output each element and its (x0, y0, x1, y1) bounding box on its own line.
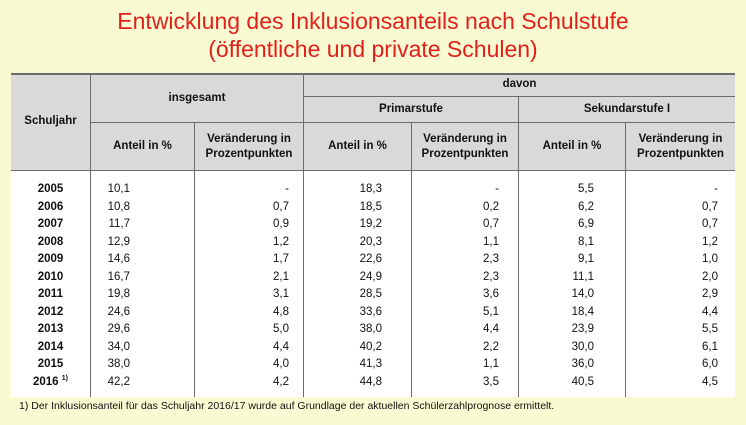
cell-pri-anteil: 19,2 (359, 218, 382, 230)
cell-sek-veraenderung: 4,4 (702, 305, 718, 318)
header-insgesamt: insgesamt (168, 91, 226, 104)
cell-sek-veraenderung: 6,1 (702, 340, 718, 353)
cell-ins-veraenderung: 0,9 (273, 218, 289, 230)
cell-pri-veraenderung: 1,1 (483, 235, 499, 248)
header-pri-veraenderung-line1: Veränderung in (423, 132, 507, 145)
cell-sek-veraenderung: - (714, 183, 718, 195)
cell-pri-anteil: 44,8 (359, 375, 382, 388)
cell-ins-veraenderung: 2,1 (273, 270, 289, 283)
header-sek-veraenderung-line1: Veränderung in (638, 132, 723, 145)
cell-sek-veraenderung: 1,0 (702, 253, 718, 265)
cell-sek-anteil: 6,2 (578, 200, 594, 213)
cell-ins-veraenderung: 4,0 (273, 358, 289, 370)
cell-ins-anteil: 42,2 (107, 375, 130, 388)
cell-sek-veraenderung: 6,0 (702, 358, 718, 370)
footnote-marker: 1) (61, 374, 69, 382)
cell-schuljahr-text: 2009 (37, 253, 64, 265)
cell-pri-anteil: 20,3 (359, 235, 382, 248)
cell-schuljahr-text: 2013 (37, 323, 64, 335)
header-ins-veraenderung-line2: Prozentpunkten (205, 147, 293, 160)
cell-ins-anteil: 24,6 (107, 305, 130, 318)
cell-pri-veraenderung: - (495, 183, 499, 195)
cell-sek-veraenderung: 2,0 (702, 270, 718, 283)
cell-ins-anteil: 14,6 (107, 253, 130, 265)
cell-sek-veraenderung: 0,7 (702, 200, 718, 213)
cell-pri-veraenderung: 4,4 (483, 323, 499, 335)
page-subtitle: (öffentliche und private Schulen) (208, 36, 538, 62)
cell-sek-veraenderung: 5,5 (702, 323, 718, 335)
cell-ins-veraenderung: 0,7 (273, 200, 289, 213)
cell-pri-veraenderung: 2,3 (483, 253, 499, 265)
data-table (11, 73, 735, 397)
cell-sek-anteil: 9,1 (578, 253, 594, 265)
cell-ins-anteil: 11,7 (108, 218, 130, 230)
cell-ins-anteil: 29,6 (107, 323, 130, 335)
cell-pri-veraenderung: 0,7 (483, 218, 499, 230)
cell-ins-veraenderung: - (285, 183, 289, 195)
cell-schuljahr-text: 2010 (37, 270, 64, 283)
cell-ins-veraenderung: 4,4 (273, 340, 289, 353)
header-pri-anteil: Anteil in % (328, 140, 387, 152)
cell-ins-anteil: 10,1 (107, 183, 130, 195)
cell-ins-anteil: 38,0 (107, 358, 130, 370)
cell-pri-anteil: 33,6 (359, 305, 382, 318)
cell-pri-veraenderung: 2,3 (483, 270, 499, 283)
cell-ins-veraenderung: 1,7 (273, 253, 289, 265)
cell-sek-anteil: 11,1 (572, 270, 594, 283)
cell-pri-anteil: 18,5 (359, 200, 382, 213)
cell-pri-veraenderung: 3,5 (483, 375, 499, 388)
cell-ins-anteil: 10,8 (107, 200, 130, 213)
header-pri-veraenderung (412, 123, 518, 170)
cell-pri-veraenderung: 1,1 (483, 358, 499, 370)
footnote: 1) Der Inklusionsanteil für das Schuljahr 2016/17 wurde auf Grundlage der aktuellen Schülerzahlprognose ermittelt. (19, 400, 555, 412)
cell-ins-anteil: 16,7 (107, 270, 130, 283)
cell-schuljahr-text: 2011 (38, 288, 63, 300)
cell-sek-veraenderung: 1,2 (702, 235, 718, 248)
header-sek-anteil: Anteil in % (542, 140, 602, 152)
header-ins-anteil: Anteil in % (113, 140, 172, 152)
header-bottom-rule (11, 170, 735, 171)
header-ins-veraenderung-line1: Veränderung in (207, 132, 291, 145)
cell-ins-veraenderung: 4,2 (273, 375, 289, 388)
cell-sek-anteil: 18,4 (571, 305, 594, 318)
cell-schuljahr-text: 2005 (37, 183, 64, 195)
cell-ins-anteil: 12,9 (107, 235, 130, 248)
cell-sek-veraenderung: 0,7 (702, 218, 718, 230)
cell-schuljahr-text: 2014 (37, 340, 64, 353)
cell-sek-anteil: 8,1 (578, 235, 594, 248)
cell-schuljahr-text: 2006 (37, 200, 64, 213)
header-sekundarstufe: Sekundarstufe I (583, 103, 671, 115)
cell-sek-anteil: 14,0 (571, 288, 594, 300)
cell-pri-anteil: 28,5 (359, 288, 382, 300)
header-primarstufe: Primarstufe (379, 103, 443, 115)
cell-schuljahr-text: 2015 (37, 358, 64, 370)
cell-ins-veraenderung: 5,0 (273, 323, 289, 335)
cell-schuljahr-text: 2012 (37, 305, 64, 318)
cell-sek-veraenderung: 4,5 (702, 375, 718, 388)
header-davon: davon (502, 78, 537, 90)
cell-sek-anteil: 6,9 (578, 218, 594, 230)
cell-sek-anteil: 40,5 (571, 375, 594, 388)
cell-ins-veraenderung: 4,8 (273, 305, 289, 318)
header-sek-veraenderung (626, 123, 735, 170)
cell-sek-anteil: 23,9 (571, 323, 594, 335)
page-title: Entwicklung des Inklusionsanteils nach Schulstufe (117, 8, 629, 34)
cell-sek-anteil: 30,0 (571, 340, 594, 353)
cell-pri-veraenderung: 3,6 (483, 288, 499, 300)
cell-ins-anteil: 34,0 (107, 340, 130, 353)
cell-sek-veraenderung: 2,9 (702, 288, 718, 300)
header-schuljahr: Schuljahr (24, 115, 77, 127)
cell-pri-anteil: 41,3 (359, 358, 382, 370)
cell-ins-veraenderung: 3,1 (273, 288, 289, 300)
header-ins-veraenderung (195, 123, 303, 170)
cell-ins-veraenderung: 1,2 (273, 235, 289, 248)
cell-ins-anteil: 19,8 (107, 288, 130, 300)
cell-pri-veraenderung: 0,2 (483, 200, 499, 213)
cell-pri-anteil: 38,0 (359, 323, 382, 335)
cell-schuljahr-text: 2007 (37, 218, 64, 230)
header-sek-veraenderung-line2: Prozentpunkten (637, 147, 724, 160)
cell-sek-anteil: 5,5 (578, 183, 594, 195)
cell-pri-anteil: 22,6 (359, 253, 382, 265)
cell-pri-veraenderung: 5,1 (483, 305, 499, 318)
cell-pri-anteil: 40,2 (359, 340, 382, 353)
cell-schuljahr-text: 2008 (37, 235, 64, 248)
cell-sek-anteil: 36,0 (571, 358, 594, 370)
cell-pri-anteil: 24,9 (359, 270, 382, 283)
cell-pri-anteil: 18,3 (359, 183, 382, 195)
cell-schuljahr-text: 2016 (32, 375, 59, 388)
cell-pri-veraenderung: 2,2 (483, 340, 499, 353)
header-pri-veraenderung-line2: Prozentpunkten (421, 147, 509, 160)
